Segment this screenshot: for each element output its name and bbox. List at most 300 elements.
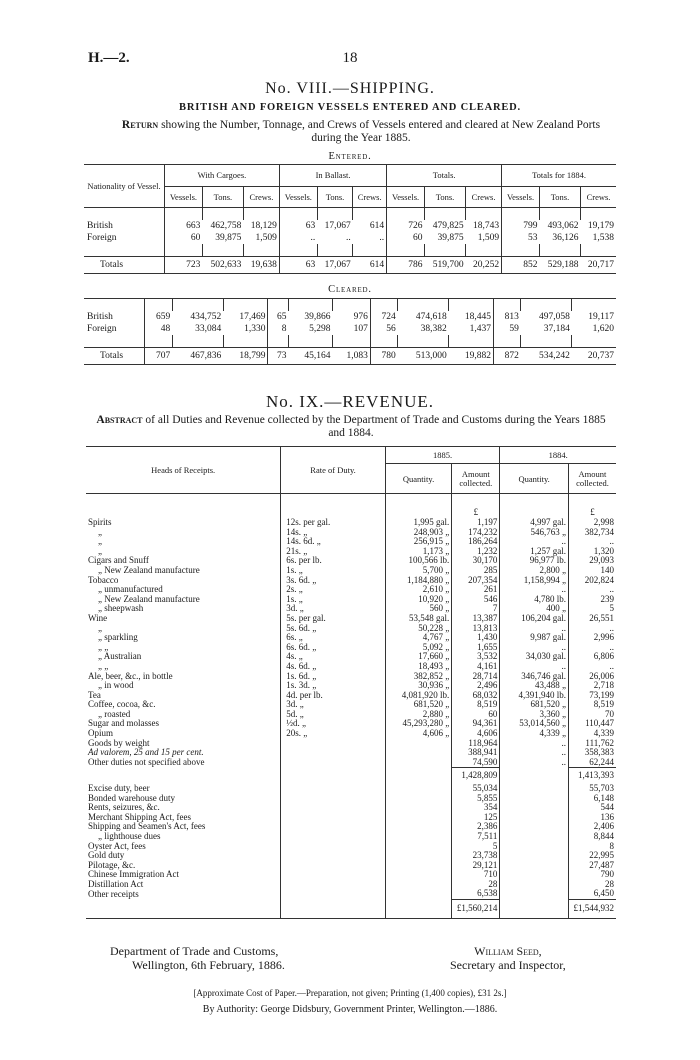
receipt-head: „ bbox=[98, 526, 102, 537]
amount-1884: .. bbox=[568, 585, 616, 595]
quantity-1884 bbox=[500, 851, 569, 861]
amount-1885: 74,590 bbox=[452, 758, 500, 768]
col-amount-1885: Amount collected. bbox=[452, 464, 500, 494]
quantity-1884: 400 „ bbox=[500, 604, 569, 614]
amount-1885: 2,386 bbox=[452, 822, 500, 832]
table-cell: 20,737 bbox=[587, 351, 614, 361]
quantity-1885: 10,920 „ bbox=[385, 595, 452, 605]
quantity-1884 bbox=[500, 880, 569, 890]
revenue-row bbox=[86, 832, 616, 842]
receipt-head: Coffee, cocoa, &c. bbox=[88, 699, 156, 710]
quantity-1884: .. bbox=[500, 624, 569, 634]
receipt-head: „ roasted bbox=[98, 708, 131, 719]
col-crews: Crews. bbox=[243, 186, 279, 208]
table-row bbox=[84, 257, 616, 274]
amount-1884: 1,320 bbox=[568, 547, 616, 557]
table-cell: 1,538 bbox=[592, 233, 614, 243]
table-cell: 474,618 bbox=[415, 312, 447, 322]
amount-1884: .. bbox=[568, 643, 616, 653]
rate-of-duty: 5s. per gal. bbox=[281, 614, 386, 624]
quantity-1884: .. bbox=[500, 643, 569, 653]
rate-of-duty: 4s. 6d. „ bbox=[281, 662, 386, 672]
receipt-head: „ sheepwash bbox=[98, 603, 144, 614]
quantity-1885: 30,936 „ bbox=[385, 681, 452, 691]
amount-1884: 22,995 bbox=[568, 851, 616, 861]
amount-1885: 2,496 bbox=[452, 681, 500, 691]
quantity-1885: 5,700 „ bbox=[385, 566, 452, 576]
revenue-row bbox=[86, 842, 616, 852]
quantity-1884: .. bbox=[500, 585, 569, 595]
amount-1885: 29,121 bbox=[452, 861, 500, 871]
col-quantity-1884: Quantity. bbox=[500, 464, 569, 494]
amount-1884: 62,244 bbox=[568, 758, 616, 768]
rate-of-duty: 6s. „ bbox=[281, 633, 386, 643]
row-label: Totals bbox=[100, 260, 124, 270]
amount-1884: 2,406 bbox=[568, 822, 616, 832]
receipt-head: Chinese Immigration Act bbox=[88, 869, 179, 880]
quantity-1885: 4,606 „ bbox=[385, 729, 452, 739]
table-cell: 39,875 bbox=[437, 233, 464, 243]
quantity-1885: 248,903 „ bbox=[385, 528, 452, 538]
revenue-row bbox=[86, 700, 616, 710]
receipt-head: Pilotage, &c. bbox=[88, 859, 136, 870]
table-cell: 799 bbox=[502, 220, 540, 232]
quantity-1885: 2,880 „ bbox=[385, 710, 452, 720]
amount-1885: 125 bbox=[452, 813, 500, 823]
amount-1885: 186,264 bbox=[452, 537, 500, 547]
table-cell: 479,825 bbox=[432, 221, 464, 231]
revenue-row bbox=[86, 889, 616, 899]
cleared-label: Cleared. bbox=[328, 284, 372, 295]
spacer-cell bbox=[385, 900, 452, 919]
revenue-title: No. IX.—REVENUE. bbox=[265, 392, 435, 411]
amount-1884: .. bbox=[568, 624, 616, 634]
amount-1884: 140 bbox=[568, 566, 616, 576]
receipt-head: Other duties not specified above bbox=[88, 757, 205, 768]
quantity-1884: .. bbox=[500, 739, 569, 749]
quantity-1885: 256,915 „ bbox=[385, 537, 452, 547]
amount-1884: 358,383 bbox=[568, 748, 616, 758]
quantity-1884: 4,780 lb. bbox=[500, 595, 569, 605]
receipt-head: Other receipts bbox=[88, 888, 139, 899]
row-label: Foreign bbox=[87, 324, 117, 334]
quantity-1885: 17,660 „ bbox=[385, 652, 452, 662]
rate-of-duty: 4d. per lb. bbox=[281, 691, 386, 701]
amount-1885: 30,170 bbox=[452, 556, 500, 566]
receipt-head: Wine bbox=[88, 612, 108, 623]
entered-label: Entered. bbox=[328, 151, 372, 162]
spacer-cell bbox=[281, 494, 386, 519]
amount-1884: 544 bbox=[568, 803, 616, 813]
table-cell: 663 bbox=[165, 220, 203, 232]
amount-1885: 60 bbox=[452, 710, 500, 720]
col-quantity-1885: Quantity. bbox=[385, 464, 452, 494]
receipt-head: Shipping and Seamen's Act, fees bbox=[88, 821, 206, 832]
row-label: Foreign bbox=[87, 233, 117, 243]
quantity-1885: 560 „ bbox=[385, 604, 452, 614]
rate-of-duty bbox=[281, 880, 386, 890]
amount-1885: 1,430 bbox=[452, 633, 500, 643]
rate-of-duty bbox=[281, 784, 386, 794]
quantity-1884: 1,158,994 „ bbox=[500, 576, 569, 586]
rate-of-duty: 3s. 6d. „ bbox=[281, 576, 386, 586]
table-cell: 45,164 bbox=[304, 351, 331, 361]
amount-1885: 1,232 bbox=[452, 547, 500, 557]
receipt-head: „ New Zealand manufacture bbox=[98, 564, 200, 575]
amount-1885: 285 bbox=[452, 566, 500, 576]
quantity-1884: 346,746 gal. bbox=[500, 672, 569, 682]
amount-1884: 110,447 bbox=[568, 719, 616, 729]
table-cell: 786 bbox=[387, 257, 425, 274]
col-vessels: Vessels. bbox=[165, 186, 203, 208]
quantity-1885 bbox=[385, 784, 452, 794]
amount-1884: 6,806 bbox=[568, 652, 616, 662]
receipt-head: Oyster Act, fees bbox=[88, 840, 146, 851]
amount-1884: 28 bbox=[568, 880, 616, 890]
revenue-row bbox=[86, 595, 616, 605]
table-cell: 614 bbox=[369, 221, 385, 231]
signature-right bbox=[450, 944, 566, 972]
amount-1885: 1,655 bbox=[452, 643, 500, 653]
table-row bbox=[84, 220, 616, 232]
row-label: British bbox=[87, 312, 113, 322]
amount-1885: 13,387 bbox=[452, 614, 500, 624]
currency-symbol: £ bbox=[568, 494, 616, 519]
table-cell: 723 bbox=[165, 257, 203, 274]
group-totals-1884: Totals for 1884. bbox=[502, 165, 616, 187]
quantity-1885 bbox=[385, 861, 452, 871]
table-cell: 467,836 bbox=[190, 351, 222, 361]
currency-symbol: £ bbox=[452, 494, 500, 519]
quantity-1885: 100,566 lb. bbox=[385, 556, 452, 566]
amount-1885: 8,519 bbox=[452, 700, 500, 710]
receipt-head: Gold duty bbox=[88, 850, 125, 861]
table-cell: 20,717 bbox=[587, 260, 614, 270]
table-cell: 852 bbox=[502, 257, 540, 274]
amount-1885: 3,532 bbox=[452, 652, 500, 662]
amount-1885: 1,197 bbox=[452, 518, 500, 528]
table-cell: 19,117 bbox=[588, 312, 614, 322]
quantity-1885 bbox=[385, 758, 452, 768]
table-cell: 976 bbox=[353, 312, 368, 322]
rate-of-duty: 2s. „ bbox=[281, 585, 386, 595]
table-cell: 18,743 bbox=[472, 221, 500, 231]
document-code: H.—2. bbox=[88, 50, 130, 66]
signature-date: Wellington, 6th February, 1886. bbox=[132, 958, 285, 972]
table-cell: 33,084 bbox=[195, 324, 222, 334]
amount-1885: 388,941 bbox=[452, 748, 500, 758]
amount-1884: 6,148 bbox=[568, 794, 616, 804]
quantity-1885 bbox=[385, 889, 452, 899]
revenue-row bbox=[86, 729, 616, 739]
quantity-1884 bbox=[500, 784, 569, 794]
revenue-row bbox=[86, 851, 616, 861]
amount-1885: 28,714 bbox=[452, 672, 500, 682]
table-cell: 18,129 bbox=[250, 221, 277, 231]
quantity-1885 bbox=[385, 842, 452, 852]
amount-1884: 4,339 bbox=[568, 729, 616, 739]
quantity-1885 bbox=[385, 822, 452, 832]
rate-of-duty: 5d. „ bbox=[281, 710, 386, 720]
total-1885: £1,560,214 bbox=[452, 900, 500, 919]
table-cell: 20,252 bbox=[472, 260, 500, 270]
amount-1885: 68,032 bbox=[452, 691, 500, 701]
rate-of-duty: 12s. per gal. bbox=[281, 518, 386, 528]
quantity-1884: .. bbox=[500, 758, 569, 768]
amount-1885: 4,161 bbox=[452, 662, 500, 672]
amount-1885: 94,361 bbox=[452, 719, 500, 729]
revenue-row bbox=[86, 758, 616, 768]
rate-of-duty bbox=[281, 861, 386, 871]
quantity-1885 bbox=[385, 794, 452, 804]
revenue-row bbox=[86, 794, 616, 804]
col-rate-of-duty: Rate of Duty. bbox=[281, 447, 386, 494]
quantity-1885 bbox=[385, 880, 452, 890]
table-cell: .. bbox=[345, 233, 351, 243]
quantity-1884: 4,339 „ bbox=[500, 729, 569, 739]
table-cell: 1,330 bbox=[244, 324, 266, 334]
table-cell: 726 bbox=[387, 220, 425, 232]
quantity-1884 bbox=[500, 889, 569, 899]
receipt-head: Opium bbox=[88, 728, 114, 739]
col-crews: Crews. bbox=[353, 186, 387, 208]
quantity-1885: 4,767 „ bbox=[385, 633, 452, 643]
shipping-subtitle: BRITISH AND FOREIGN VESSELS ENTERED AND CLEARED. bbox=[179, 102, 521, 113]
receipt-head: „ „ bbox=[98, 660, 109, 671]
table-cell: 60 bbox=[387, 232, 425, 244]
col-vessels: Vessels. bbox=[387, 186, 425, 208]
shipping-title: No. VIII.—SHIPPING. bbox=[265, 80, 435, 97]
spacer-cell bbox=[281, 900, 386, 919]
amount-1885: 5,855 bbox=[452, 794, 500, 804]
quantity-1884: .. bbox=[500, 537, 569, 547]
quantity-1885 bbox=[385, 832, 452, 842]
quantity-1884 bbox=[500, 861, 569, 871]
amount-1885: 6,538 bbox=[452, 889, 500, 899]
revenue-row bbox=[86, 822, 616, 832]
quantity-1885: 382,852 „ bbox=[385, 672, 452, 682]
total-1884: £1,544,932 bbox=[568, 900, 616, 919]
rate-of-duty bbox=[281, 794, 386, 804]
amount-1885: 174,232 bbox=[452, 528, 500, 538]
spacer-cell bbox=[385, 768, 452, 784]
rate-of-duty bbox=[281, 739, 386, 749]
spacer-cell bbox=[500, 494, 569, 519]
spacer-cell bbox=[86, 494, 281, 519]
amount-1884: 382,734 bbox=[568, 528, 616, 538]
receipt-head: Cigars and Snuff bbox=[88, 555, 149, 566]
quantity-1884 bbox=[500, 803, 569, 813]
revenue-table bbox=[86, 446, 616, 919]
col-tons: Tons. bbox=[425, 186, 466, 208]
amount-1884: 27,487 bbox=[568, 861, 616, 871]
amount-1884: 790 bbox=[568, 870, 616, 880]
shipping-entered-table bbox=[84, 164, 616, 274]
receipt-head: „ sparkling bbox=[98, 632, 138, 643]
authority-line: By Authority: George Didsbury, Government Printer, Wellington.—1886. bbox=[202, 1004, 498, 1015]
receipt-head: Goods by weight bbox=[88, 737, 150, 748]
table-cell: 534,242 bbox=[538, 351, 570, 361]
subtotal-1885: 1,428,809 bbox=[452, 768, 500, 784]
receipt-head: „ in wood bbox=[98, 680, 134, 691]
revenue-row bbox=[86, 576, 616, 586]
table-cell: 18,445 bbox=[464, 312, 491, 322]
amount-1884: 8,519 bbox=[568, 700, 616, 710]
receipt-head: „ Australian bbox=[98, 651, 142, 662]
receipt-head: Excise duty, beer bbox=[88, 782, 150, 793]
table-row bbox=[84, 348, 616, 365]
receipt-head: „ „ bbox=[98, 641, 109, 652]
group-with-cargoes: With Cargoes. bbox=[165, 165, 280, 187]
table-cell: 8 bbox=[268, 323, 288, 335]
table-cell: 493,062 bbox=[547, 221, 579, 231]
spacer-cell bbox=[385, 494, 452, 519]
table-cell: 1,509 bbox=[255, 233, 277, 243]
amount-1884: 26,006 bbox=[568, 672, 616, 682]
quantity-1884: 9,987 gal. bbox=[500, 633, 569, 643]
quantity-1885: 50,228 „ bbox=[385, 624, 452, 634]
quantity-1884: 3,360 „ bbox=[500, 710, 569, 720]
quantity-1885: 2,610 „ bbox=[385, 585, 452, 595]
col-tons: Tons. bbox=[317, 186, 352, 208]
amount-1885: 710 bbox=[452, 870, 500, 880]
table-cell: 36,126 bbox=[552, 233, 579, 243]
amount-1884: 55,703 bbox=[568, 784, 616, 794]
table-cell: 614 bbox=[369, 260, 385, 270]
amount-1885: 261 bbox=[452, 585, 500, 595]
amount-1884: 5 bbox=[568, 604, 616, 614]
table-cell: 1,437 bbox=[469, 324, 491, 334]
revenue-abstract-text bbox=[88, 414, 614, 440]
quantity-1884: 34,030 gal. bbox=[500, 652, 569, 662]
receipt-head: „ bbox=[98, 545, 102, 556]
receipt-head: Distillation Act bbox=[88, 878, 144, 889]
rate-of-duty: 14s. 6d. „ bbox=[281, 537, 386, 547]
table-cell: 1,509 bbox=[477, 233, 500, 243]
receipt-head: „ New Zealand manufacture bbox=[98, 593, 200, 604]
rate-of-duty: ½d. „ bbox=[281, 719, 386, 729]
amount-1884: 2,998 bbox=[568, 518, 616, 528]
table-cell: 63 bbox=[279, 220, 317, 232]
table-cell: .. bbox=[279, 232, 317, 244]
shipping-cleared-table bbox=[84, 298, 616, 365]
table-cell: 17,469 bbox=[239, 312, 266, 322]
table-cell: 18,799 bbox=[239, 351, 266, 361]
rate-of-duty: 14s. „ bbox=[281, 528, 386, 538]
table-cell: 529,188 bbox=[547, 260, 579, 270]
spacer-cell bbox=[281, 768, 386, 784]
col-amount-1884: Amount collected. bbox=[568, 464, 616, 494]
page-number: 18 bbox=[342, 50, 358, 66]
quantity-1884: 546,763 „ bbox=[500, 528, 569, 538]
table-cell: 513,000 bbox=[415, 351, 447, 361]
amount-1885: 23,738 bbox=[452, 851, 500, 861]
table-cell: 659 bbox=[145, 311, 172, 323]
receipt-head: Ale, beer, &c., in bottle bbox=[88, 670, 173, 681]
quantity-1885 bbox=[385, 813, 452, 823]
quantity-1884 bbox=[500, 832, 569, 842]
quantity-1885: 1,173 „ bbox=[385, 547, 452, 557]
receipt-head: Tobacco bbox=[88, 574, 119, 585]
col-tons: Tons. bbox=[202, 186, 243, 208]
signature-title: Secretary and Inspector, bbox=[450, 958, 566, 972]
quantity-1885 bbox=[385, 739, 452, 749]
revenue-row bbox=[86, 528, 616, 538]
quantity-1884: 2,800 „ bbox=[500, 566, 569, 576]
rate-of-duty: 6s. per lb. bbox=[281, 556, 386, 566]
revenue-row bbox=[86, 880, 616, 890]
table-cell: 519,700 bbox=[432, 260, 464, 270]
receipt-head: Bonded warehouse duty bbox=[88, 792, 175, 803]
amount-1884: 29,093 bbox=[568, 556, 616, 566]
amount-1884: .. bbox=[568, 537, 616, 547]
rate-of-duty bbox=[281, 803, 386, 813]
spacer-cell bbox=[500, 768, 569, 784]
amount-1885: 354 bbox=[452, 803, 500, 813]
amount-1884: 111,762 bbox=[568, 739, 616, 749]
amount-1884: .. bbox=[568, 662, 616, 672]
table-cell: 434,752 bbox=[190, 312, 222, 322]
quantity-1884 bbox=[500, 813, 569, 823]
table-cell: 19,882 bbox=[464, 351, 491, 361]
receipt-head: Tea bbox=[88, 689, 101, 700]
rate-of-duty bbox=[281, 748, 386, 758]
receipt-head: Rents, seizures, &c. bbox=[88, 802, 160, 813]
signature-left bbox=[110, 944, 285, 972]
rate-of-duty bbox=[281, 813, 386, 823]
table-row bbox=[84, 311, 616, 323]
table-row bbox=[84, 232, 616, 244]
table-cell: 107 bbox=[353, 324, 368, 334]
rate-of-duty: 1s. 6d. „ bbox=[281, 672, 386, 682]
table-cell: 707 bbox=[145, 348, 172, 365]
quantity-1884 bbox=[500, 870, 569, 880]
table-cell: 19,179 bbox=[587, 221, 614, 231]
quantity-1884: .. bbox=[500, 748, 569, 758]
table-cell: 872 bbox=[493, 348, 520, 365]
amount-1885: 118,964 bbox=[452, 739, 500, 749]
amount-1884: 8,844 bbox=[568, 832, 616, 842]
amount-1884: 6,450 bbox=[568, 889, 616, 899]
table-cell: 5,298 bbox=[309, 324, 331, 334]
rate-of-duty: 4s. „ bbox=[281, 652, 386, 662]
quantity-1884 bbox=[500, 822, 569, 832]
spacer-cell bbox=[86, 900, 281, 919]
receipt-head: Sugar and molasses bbox=[88, 718, 159, 729]
signature-name: William Seed, bbox=[474, 944, 542, 958]
table-cell: 60 bbox=[165, 232, 203, 244]
quantity-1884: 96,977 lb. bbox=[500, 556, 569, 566]
quantity-1885 bbox=[385, 803, 452, 813]
amount-1885: 55,034 bbox=[452, 784, 500, 794]
table-cell: 724 bbox=[370, 311, 397, 323]
quantity-1885: 4,081,920 lb. bbox=[385, 691, 452, 701]
rate-of-duty bbox=[281, 870, 386, 880]
amount-1884: 2,718 bbox=[568, 681, 616, 691]
quantity-1885: 1,184,880 „ bbox=[385, 576, 452, 586]
amount-1885: 13,813 bbox=[452, 624, 500, 634]
amount-1884: 8 bbox=[568, 842, 616, 852]
quantity-1884: .. bbox=[500, 662, 569, 672]
amount-1884: 239 bbox=[568, 595, 616, 605]
table-cell: 39,866 bbox=[304, 312, 331, 322]
table-cell: 73 bbox=[268, 348, 288, 365]
receipt-head: „ lighthouse dues bbox=[98, 830, 161, 841]
subtotal-1884: 1,413,393 bbox=[568, 768, 616, 784]
table-cell: 38,382 bbox=[420, 324, 447, 334]
quantity-1884: 53,014,560 „ bbox=[500, 719, 569, 729]
abstract-body: of all Duties and Revenue collected by the Department of Trade and Customs during the Years 1885 and 1884. bbox=[145, 414, 606, 439]
